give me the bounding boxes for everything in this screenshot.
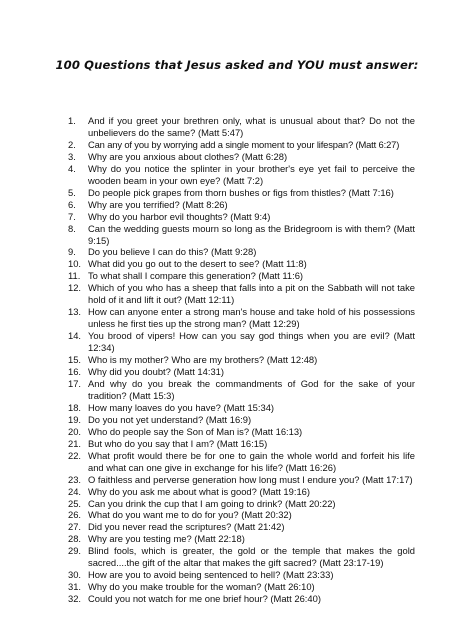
question-item bbox=[68, 139, 415, 151]
question-number: 5. bbox=[68, 186, 76, 198]
question-number: 7. bbox=[68, 210, 76, 222]
question-text: What profit would there be for one to gain the whole world and forfeit his life and what can one give in exchange for his life? (Matt 16:26) bbox=[88, 449, 415, 473]
question-item bbox=[68, 498, 415, 510]
question-number: 25. bbox=[68, 497, 82, 509]
question-number: 16. bbox=[68, 366, 82, 378]
question-text: But who do you say that I am? (Matt 16:15) bbox=[88, 437, 268, 449]
question-text: Why are you anxious about clothes? (Matt 6:28) bbox=[88, 150, 288, 162]
question-item bbox=[68, 438, 415, 450]
question-number: 19. bbox=[68, 413, 82, 425]
question-text: Can the wedding guests mourn so long as the Bridegroom is with them? (Matt 9:15) bbox=[88, 222, 415, 246]
page-title: 100 Questions that Jesus asked and YOU must answer: bbox=[55, 58, 419, 72]
question-item bbox=[68, 378, 415, 402]
question-item bbox=[68, 366, 415, 378]
question-text: How are you to avoid being sentenced to hell? (Matt 23:33) bbox=[88, 569, 334, 581]
question-item bbox=[68, 330, 415, 354]
question-number: 21. bbox=[68, 437, 82, 449]
question-number: 12. bbox=[68, 282, 82, 294]
question-number: 28. bbox=[68, 533, 82, 545]
question-item bbox=[68, 402, 415, 414]
question-text: What did you go out to the desert to see? (Matt 11:8) bbox=[88, 258, 307, 270]
question-text: Could you not watch for me one brief hour? (Matt 26:40) bbox=[88, 593, 321, 605]
question-item bbox=[68, 474, 415, 486]
question-item bbox=[68, 569, 415, 581]
question-item bbox=[68, 521, 415, 533]
question-number: 2. bbox=[68, 138, 76, 150]
question-item bbox=[68, 187, 415, 199]
question-number: 8. bbox=[68, 222, 76, 234]
question-item bbox=[68, 533, 415, 545]
question-item bbox=[68, 115, 415, 139]
question-text: What do you want me to do for you? (Matt 20:32) bbox=[88, 509, 292, 521]
question-number: 27. bbox=[68, 521, 82, 533]
question-number: 20. bbox=[68, 425, 82, 437]
question-number: 6. bbox=[68, 198, 76, 210]
question-item bbox=[68, 151, 415, 163]
question-text: Which of you who has a sheep that falls into a pit on the Sabbath will not take hold of it and lift it out? (Matt 12:11) bbox=[88, 282, 415, 306]
question-number: 14. bbox=[68, 330, 82, 342]
question-text: Why do you harbor evil thoughts? (Matt 9:4) bbox=[88, 210, 271, 222]
question-text: Who is my mother? Who are my brothers? (Matt 12:48) bbox=[88, 354, 318, 366]
question-number: 4. bbox=[68, 162, 76, 174]
question-number: 26. bbox=[68, 509, 82, 521]
question-number: 24. bbox=[68, 485, 82, 497]
question-text: And why do you break the commandments of God for the sake of your tradition? (Matt 15:3) bbox=[88, 377, 415, 401]
question-number: 29. bbox=[68, 545, 82, 557]
question-text: Do you believe I can do this? (Matt 9:28) bbox=[88, 246, 257, 258]
question-text: Why are you testing me? (Matt 22:18) bbox=[88, 533, 245, 545]
question-number: 32. bbox=[68, 593, 82, 605]
question-number: 23. bbox=[68, 473, 82, 485]
question-item bbox=[68, 306, 415, 330]
question-number: 11. bbox=[68, 270, 81, 282]
question-number: 10. bbox=[68, 258, 82, 270]
question-item bbox=[68, 211, 415, 223]
question-text: Why do you make trouble for the woman? (Matt 26:10) bbox=[88, 581, 315, 593]
question-text: How can anyone enter a strong man's house and take hold of his possessions unless he first ties up the strong man? (Matt 12:29) bbox=[88, 306, 415, 330]
question-item bbox=[68, 426, 415, 438]
question-text: Why are you terrified? (Matt 8:26) bbox=[88, 198, 228, 210]
question-text: Why do you notice the splinter in your brother's eye yet fail to perceive the wooden beam in your own eye? (Matt 7:2) bbox=[88, 162, 415, 186]
question-text: Do you not yet understand? (Matt 16:9) bbox=[88, 413, 252, 425]
question-item bbox=[68, 223, 415, 247]
question-text: Do people pick grapes from thorn bushes or figs from thistles? (Matt 7:16) bbox=[88, 186, 394, 198]
question-item bbox=[68, 581, 415, 593]
question-item bbox=[68, 486, 415, 498]
question-text: Can any of you by worrying add a single moment to your lifespan? (Matt 6:27) bbox=[88, 138, 400, 150]
question-text: How many loaves do you have? (Matt 15:34) bbox=[88, 401, 275, 413]
question-number: 15. bbox=[68, 354, 82, 366]
question-item bbox=[68, 593, 415, 605]
question-number: 31. bbox=[68, 581, 82, 593]
question-list bbox=[68, 115, 415, 605]
question-item bbox=[68, 270, 415, 282]
question-text: Blind fools, which is greater, the gold or the temple that makes the gold sacred....the gift of the altar that makes the gift sacred? (Matt 23:17-19) bbox=[88, 545, 415, 569]
question-text: Why do you ask me about what is good? (Matt 19:16) bbox=[88, 485, 310, 497]
question-text: Why did you doubt? (Matt 14:31) bbox=[88, 366, 225, 378]
question-number: 9. bbox=[68, 246, 76, 258]
question-text: You brood of vipers! How can you say god things when you are evil? (Matt 12:34) bbox=[88, 330, 415, 354]
question-number: 22. bbox=[68, 449, 82, 461]
question-text: Who do people say the Son of Man is? (Matt 16:13) bbox=[88, 425, 303, 437]
question-item bbox=[68, 509, 415, 521]
question-item bbox=[68, 163, 415, 187]
question-item bbox=[68, 414, 415, 426]
question-number: 30. bbox=[68, 569, 82, 581]
question-text: O faithless and perverse generation how long must I endure you? (Matt 17:17) bbox=[88, 473, 413, 485]
question-item bbox=[68, 199, 415, 211]
question-number: 1. bbox=[68, 115, 76, 126]
question-number: 3. bbox=[68, 150, 76, 162]
question-text: To what shall I compare this generation? (Matt 11:6) bbox=[88, 270, 304, 282]
question-number: 17. bbox=[68, 377, 82, 389]
question-item bbox=[68, 282, 415, 306]
question-item bbox=[68, 258, 415, 270]
question-item bbox=[68, 450, 415, 474]
question-text: Can you drink the cup that I am going to drink? (Matt 20:22) bbox=[88, 497, 336, 509]
question-number: 13. bbox=[68, 306, 82, 318]
question-text: And if you greet your brethren only, what is unusual about that? Do not the unbelievers do the same? (Matt 5:47) bbox=[88, 115, 415, 138]
question-number: 18. bbox=[68, 401, 82, 413]
question-item bbox=[68, 246, 415, 258]
question-item bbox=[68, 354, 415, 366]
question-text: Did you never read the scriptures? (Matt 21:42) bbox=[88, 521, 285, 533]
question-item bbox=[68, 545, 415, 569]
